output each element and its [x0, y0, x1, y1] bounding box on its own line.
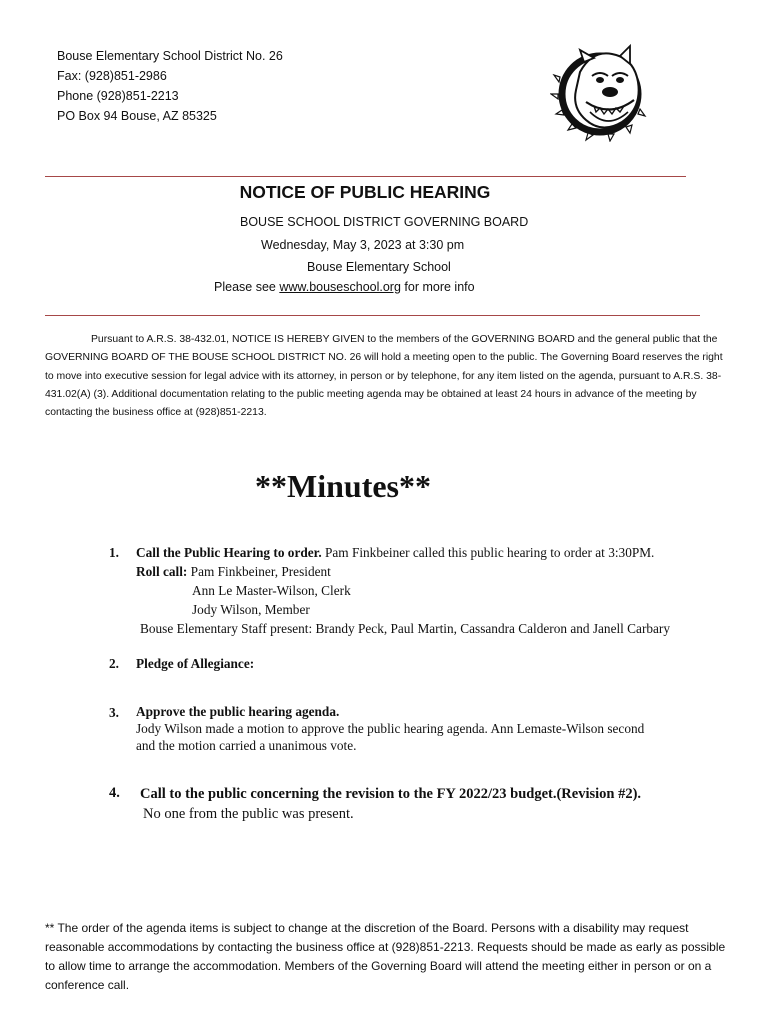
meeting-date: Wednesday, May 3, 2023 at 3:30 pm [261, 238, 465, 252]
roll-call-label: Roll call: [136, 564, 188, 579]
item-heading: Pledge of Allegiance: [136, 656, 255, 671]
minutes-heading: **Minutes** [255, 468, 431, 504]
roll-call-member: Ann Le Master-Wilson, Clerk [192, 583, 351, 598]
item-number: 3. [109, 705, 119, 720]
item-body [136, 654, 254, 673]
website-prefix: Please see [214, 280, 280, 294]
item-body [136, 703, 644, 754]
item-heading: Approve the public hearing agenda. [136, 704, 340, 719]
website-info-line [214, 280, 475, 294]
item-body [140, 784, 641, 824]
phone-number: Phone (928)851-2213 [57, 89, 179, 103]
item-number: 2. [109, 656, 119, 671]
board-name: BOUSE SCHOOL DISTRICT GOVERNING BOARD [240, 215, 529, 229]
roll-call-member: Jody Wilson, Member [192, 602, 310, 617]
district-contact-block [57, 46, 283, 126]
notice-title: NOTICE OF PUBLIC HEARING [239, 182, 491, 202]
bulldog-mascot-icon [550, 42, 650, 142]
fax-number: Fax: (928)851-2986 [57, 69, 167, 83]
roll-call-member: Pam Finkbeiner, President [187, 564, 331, 579]
item-heading: Call the Public Hearing to order. [136, 545, 322, 560]
item-text: and the motion carried a unanimous vote. [136, 738, 357, 753]
staff-present: Bouse Elementary Staff present: Brandy Peck, Paul Martin, Cassandra Calderon and Janell Carbary [140, 621, 671, 636]
item-number: 4. [109, 785, 120, 801]
mailing-address: PO Box 94 Bouse, AZ 85325 [57, 109, 217, 123]
item-number: 1. [109, 545, 119, 560]
legal-notice-paragraph: Pursuant to A.R.S. 38-432.01, NOTICE IS HEREBY GIVEN to the members of the GOVERNING BOARD and the general public that the GOVERNING BOARD OF THE BOUSE SCHOOL DISTRICT NO. 26 will hold a meeting open to the public. The Governing Board reserves the right to move into executive session for legal advice with its attorney, in person or by telephone, for any item listed on the agenda, pursuant to A.R.S. 38-431.02(A) (3). Additional documentation relating to the public meeting agenda may be obtained at least 24 hours in advance of the meeting by contacting the business office at (928)851-2213. [45, 334, 723, 419]
footnote: ** The order of the agenda items is subject to change at the discretion of the Board. Persons with a disability may request reasonable accommodations by contacting the business office at (928)851-2213. Requests should be made as early as possible to allow time to arrange the accommodation. Members of the Governing Board will attend the meeting either in person or on a conference call. [45, 921, 726, 992]
header-divider [45, 176, 686, 177]
website-link[interactable]: www.bouseschool.org [279, 280, 401, 294]
item-text: Jody Wilson made a motion to approve the public hearing agenda. Ann Lemaste-Wilson second [136, 721, 645, 736]
item-body [136, 543, 670, 638]
website-suffix: for more info [400, 280, 475, 294]
meeting-location: Bouse Elementary School [307, 260, 451, 274]
notice-divider [45, 315, 700, 316]
item-text: No one from the public was present. [143, 806, 354, 822]
item-heading: Call to the public concerning the revision to the FY 2022/23 budget.(Revision #2). [140, 786, 642, 802]
district-name: Bouse Elementary School District No. 26 [57, 49, 283, 63]
item-text: Pam Finkbeiner called this public hearing to order at 3:30PM. [321, 545, 655, 560]
